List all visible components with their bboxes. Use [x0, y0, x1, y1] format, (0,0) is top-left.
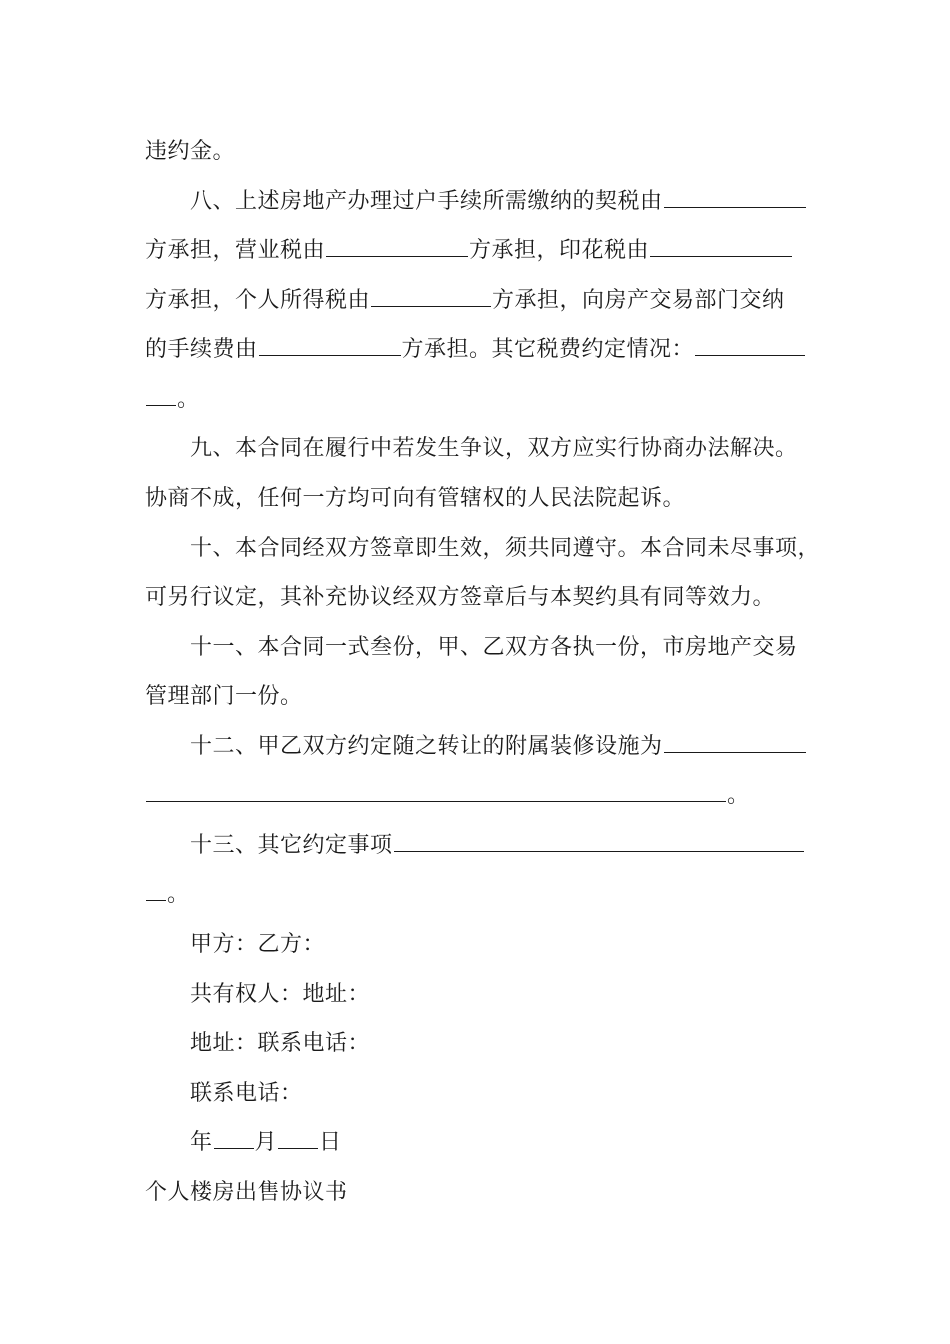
clause-13-line: [190, 831, 805, 861]
blank-field[interactable]: [146, 385, 176, 406]
clause-11-line: [190, 633, 798, 663]
blank-field[interactable]: [214, 1128, 254, 1149]
text-line: [145, 682, 303, 712]
text-fragment: 方承担，印花税由: [469, 238, 650, 263]
text-fragment: 。: [167, 882, 190, 907]
text-fragment: 甲方：乙方：: [190, 932, 326, 957]
date-line: [190, 1128, 342, 1158]
blank-field[interactable]: [664, 187, 806, 208]
text-line: [145, 880, 190, 910]
blank-field[interactable]: [146, 781, 726, 802]
text-fragment: 方承担。其它税费约定情况：: [401, 337, 695, 362]
text-fragment: 十、本合同经双方签章即生效，须共同遵守。本合同未尽事项，: [190, 536, 821, 561]
text-line: [145, 781, 750, 811]
text-fragment: 地址：联系电话：: [190, 1031, 371, 1056]
text-line: [145, 137, 235, 167]
text-fragment: 十二、甲乙双方约定随之转让的附属装修设施为: [190, 734, 663, 759]
document-title: [145, 1178, 348, 1208]
text-fragment: 方承担，营业税由: [145, 238, 326, 263]
clause-12-line: [190, 732, 807, 762]
text-fragment: 。: [727, 783, 750, 808]
phone-label: [190, 1079, 303, 1109]
text-fragment: 协商不成，任何一方均可向有管辖权的人民法院起诉。: [145, 486, 686, 511]
text-fragment: 个人楼房出售协议书: [145, 1180, 348, 1205]
text-fragment: 可另行议定，其补充协议经双方签章后与本契约具有同等效力。: [145, 585, 776, 610]
address-phone-label: [190, 1029, 370, 1059]
blank-field[interactable]: [371, 286, 491, 307]
blank-field[interactable]: [259, 335, 401, 356]
text-fragment: 的手续费由: [145, 337, 258, 362]
text-fragment: 联系电话：: [190, 1081, 303, 1106]
clause-10-line: [190, 534, 820, 564]
blank-field[interactable]: [326, 236, 468, 257]
text-fragment: 月: [254, 1130, 278, 1155]
text-line: [145, 385, 200, 415]
text-line: [145, 583, 775, 613]
party-a-b-label: [190, 930, 325, 960]
text-line: [145, 335, 806, 365]
text-fragment: 方承担，个人所得税由: [145, 288, 371, 313]
text-fragment: 九、本合同在履行中若发生争议，双方应实行协商办法解决。: [190, 436, 798, 461]
blank-field[interactable]: [650, 236, 792, 257]
text-fragment: 方承担，向房产交易部门交纳: [492, 288, 785, 313]
blank-field[interactable]: [394, 831, 804, 852]
text-fragment: 日: [319, 1130, 342, 1155]
text-fragment: 共有权人：地址：: [190, 982, 371, 1007]
text-line: [145, 236, 793, 266]
text-fragment: 违约金。: [145, 139, 236, 164]
text-fragment: 管理部门一份。: [145, 684, 303, 709]
text-fragment: 十三、其它约定事项: [190, 833, 393, 858]
text-fragment: 十一、本合同一式叁份，甲、乙双方各执一份，市房地产交易: [190, 635, 798, 660]
text-fragment: 。: [177, 387, 200, 412]
co-owner-address-label: [190, 980, 370, 1010]
clause-8-line: [190, 187, 807, 217]
text-line: [145, 484, 685, 514]
blank-field[interactable]: [695, 335, 805, 356]
text-fragment: 八、上述房地产办理过户手续所需缴纳的契税由: [190, 189, 663, 214]
blank-field[interactable]: [664, 732, 806, 753]
blank-field[interactable]: [146, 880, 166, 901]
blank-field[interactable]: [278, 1128, 318, 1149]
text-fragment: 年: [190, 1130, 213, 1155]
clause-9-line: [190, 434, 798, 464]
text-line: [145, 286, 785, 316]
